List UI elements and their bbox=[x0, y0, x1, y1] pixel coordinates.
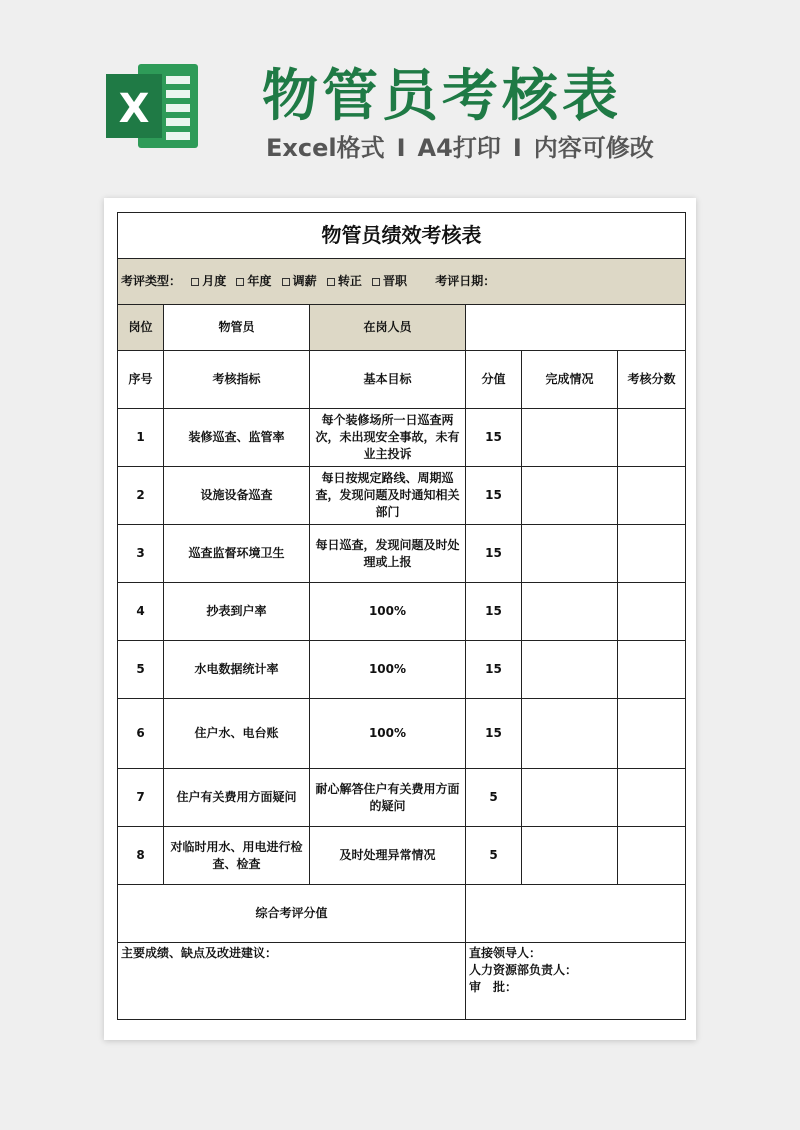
subtitle-print: A4打印 bbox=[417, 134, 501, 162]
row-goal: 每个装修场所一日巡查两次，未出现安全事故，未有业主投诉 bbox=[310, 409, 466, 467]
row-no: 3 bbox=[118, 525, 164, 583]
option-yearly: 年度 bbox=[247, 274, 272, 288]
row-completion[interactable] bbox=[522, 827, 618, 885]
table-row bbox=[118, 583, 686, 641]
row-score: 15 bbox=[466, 699, 522, 769]
date-label: 考评日期： bbox=[435, 274, 496, 288]
option-monthly: 月度 bbox=[202, 274, 227, 288]
row-result[interactable] bbox=[618, 827, 686, 885]
row-result[interactable] bbox=[618, 583, 686, 641]
row-completion[interactable] bbox=[522, 409, 618, 467]
table-row bbox=[118, 409, 686, 467]
row-completion[interactable] bbox=[522, 467, 618, 525]
row-no: 2 bbox=[118, 467, 164, 525]
row-completion[interactable] bbox=[522, 525, 618, 583]
staff-value[interactable] bbox=[466, 305, 686, 351]
checkbox-regular[interactable] bbox=[327, 278, 335, 286]
type-label: 考评类型： bbox=[121, 274, 182, 288]
subtitle-separator: I bbox=[512, 134, 522, 162]
table-row bbox=[118, 525, 686, 583]
option-regular: 转正 bbox=[337, 274, 362, 288]
row-no: 1 bbox=[118, 409, 164, 467]
row-goal: 100% bbox=[310, 583, 466, 641]
comments-box[interactable] bbox=[118, 943, 466, 1020]
table-row bbox=[118, 827, 686, 885]
table-row bbox=[118, 467, 686, 525]
row-score: 15 bbox=[466, 583, 522, 641]
form-paper bbox=[104, 198, 696, 1040]
row-indicator: 水电数据统计率 bbox=[164, 641, 310, 699]
row-completion[interactable] bbox=[522, 641, 618, 699]
row-indicator: 设施设备巡查 bbox=[164, 467, 310, 525]
row-result[interactable] bbox=[618, 467, 686, 525]
row-indicator: 装修巡查、监管率 bbox=[164, 409, 310, 467]
col-result: 考核分数 bbox=[618, 351, 686, 409]
signoff-hr-head: 人力资源部负责人： bbox=[469, 963, 578, 977]
logo-letter: X bbox=[118, 86, 150, 132]
post-label: 岗位 bbox=[118, 305, 164, 351]
table-row bbox=[118, 699, 686, 769]
row-goal: 100% bbox=[310, 641, 466, 699]
row-completion[interactable] bbox=[522, 769, 618, 827]
row-result[interactable] bbox=[618, 699, 686, 769]
row-score: 15 bbox=[466, 409, 522, 467]
excel-logo-icon bbox=[104, 56, 204, 156]
staff-label: 在岗人员 bbox=[310, 305, 466, 351]
row-indicator: 住户有关费用方面疑问 bbox=[164, 769, 310, 827]
checkbox-monthly[interactable] bbox=[191, 278, 199, 286]
row-goal: 及时处理异常情况 bbox=[310, 827, 466, 885]
row-no: 7 bbox=[118, 769, 164, 827]
comments-label: 主要成绩、缺点及改进建议： bbox=[121, 946, 278, 960]
col-goal: 基本目标 bbox=[310, 351, 466, 409]
row-score: 15 bbox=[466, 525, 522, 583]
row-score: 5 bbox=[466, 769, 522, 827]
row-indicator: 住户水、电台账 bbox=[164, 699, 310, 769]
row-result[interactable] bbox=[618, 525, 686, 583]
table-row bbox=[118, 641, 686, 699]
col-indicator: 考核指标 bbox=[164, 351, 310, 409]
total-label: 综合考评分值 bbox=[118, 885, 466, 943]
row-no: 6 bbox=[118, 699, 164, 769]
row-result[interactable] bbox=[618, 409, 686, 467]
option-salary: 调薪 bbox=[292, 274, 317, 288]
row-goal: 每日按规定路线、周期巡查，发现问题及时通知相关部门 bbox=[310, 467, 466, 525]
signoff-box[interactable] bbox=[466, 943, 686, 1020]
form-title: 物管员绩效考核表 bbox=[118, 213, 686, 259]
page-subtitle bbox=[266, 128, 654, 163]
row-completion[interactable] bbox=[522, 583, 618, 641]
col-score: 分值 bbox=[466, 351, 522, 409]
row-goal: 每日巡查，发现问题及时处理或上报 bbox=[310, 525, 466, 583]
table-row bbox=[118, 769, 686, 827]
post-value[interactable]: 物管员 bbox=[164, 305, 310, 351]
evaluation-table bbox=[117, 212, 686, 1020]
row-score: 15 bbox=[466, 467, 522, 525]
row-indicator: 对临时用水、用电进行检查、检查 bbox=[164, 827, 310, 885]
evaluation-type-row bbox=[118, 259, 686, 305]
col-completion: 完成情况 bbox=[522, 351, 618, 409]
row-result[interactable] bbox=[618, 769, 686, 827]
subtitle-format: Excel格式 bbox=[266, 134, 385, 162]
row-score: 5 bbox=[466, 827, 522, 885]
checkbox-salary[interactable] bbox=[282, 278, 290, 286]
page-header bbox=[0, 0, 800, 190]
subtitle-separator: I bbox=[396, 134, 406, 162]
checkbox-yearly[interactable] bbox=[236, 278, 244, 286]
page-title: 物管员考核表 bbox=[262, 64, 622, 129]
row-goal: 耐心解答住户有关费用方面的疑问 bbox=[310, 769, 466, 827]
signoff-direct-leader: 直接领导人： bbox=[469, 946, 542, 960]
row-completion[interactable] bbox=[522, 699, 618, 769]
row-score: 15 bbox=[466, 641, 522, 699]
row-no: 4 bbox=[118, 583, 164, 641]
row-no: 5 bbox=[118, 641, 164, 699]
col-no: 序号 bbox=[118, 351, 164, 409]
total-value[interactable] bbox=[466, 885, 686, 943]
checkbox-promotion[interactable] bbox=[372, 278, 380, 286]
signoff-approval: 审 批： bbox=[469, 980, 518, 994]
subtitle-editable: 内容可修改 bbox=[533, 134, 654, 162]
row-indicator: 巡查监督环境卫生 bbox=[164, 525, 310, 583]
row-no: 8 bbox=[118, 827, 164, 885]
option-promotion: 晋职 bbox=[383, 274, 408, 288]
row-goal: 100% bbox=[310, 699, 466, 769]
row-indicator: 抄表到户率 bbox=[164, 583, 310, 641]
row-result[interactable] bbox=[618, 641, 686, 699]
